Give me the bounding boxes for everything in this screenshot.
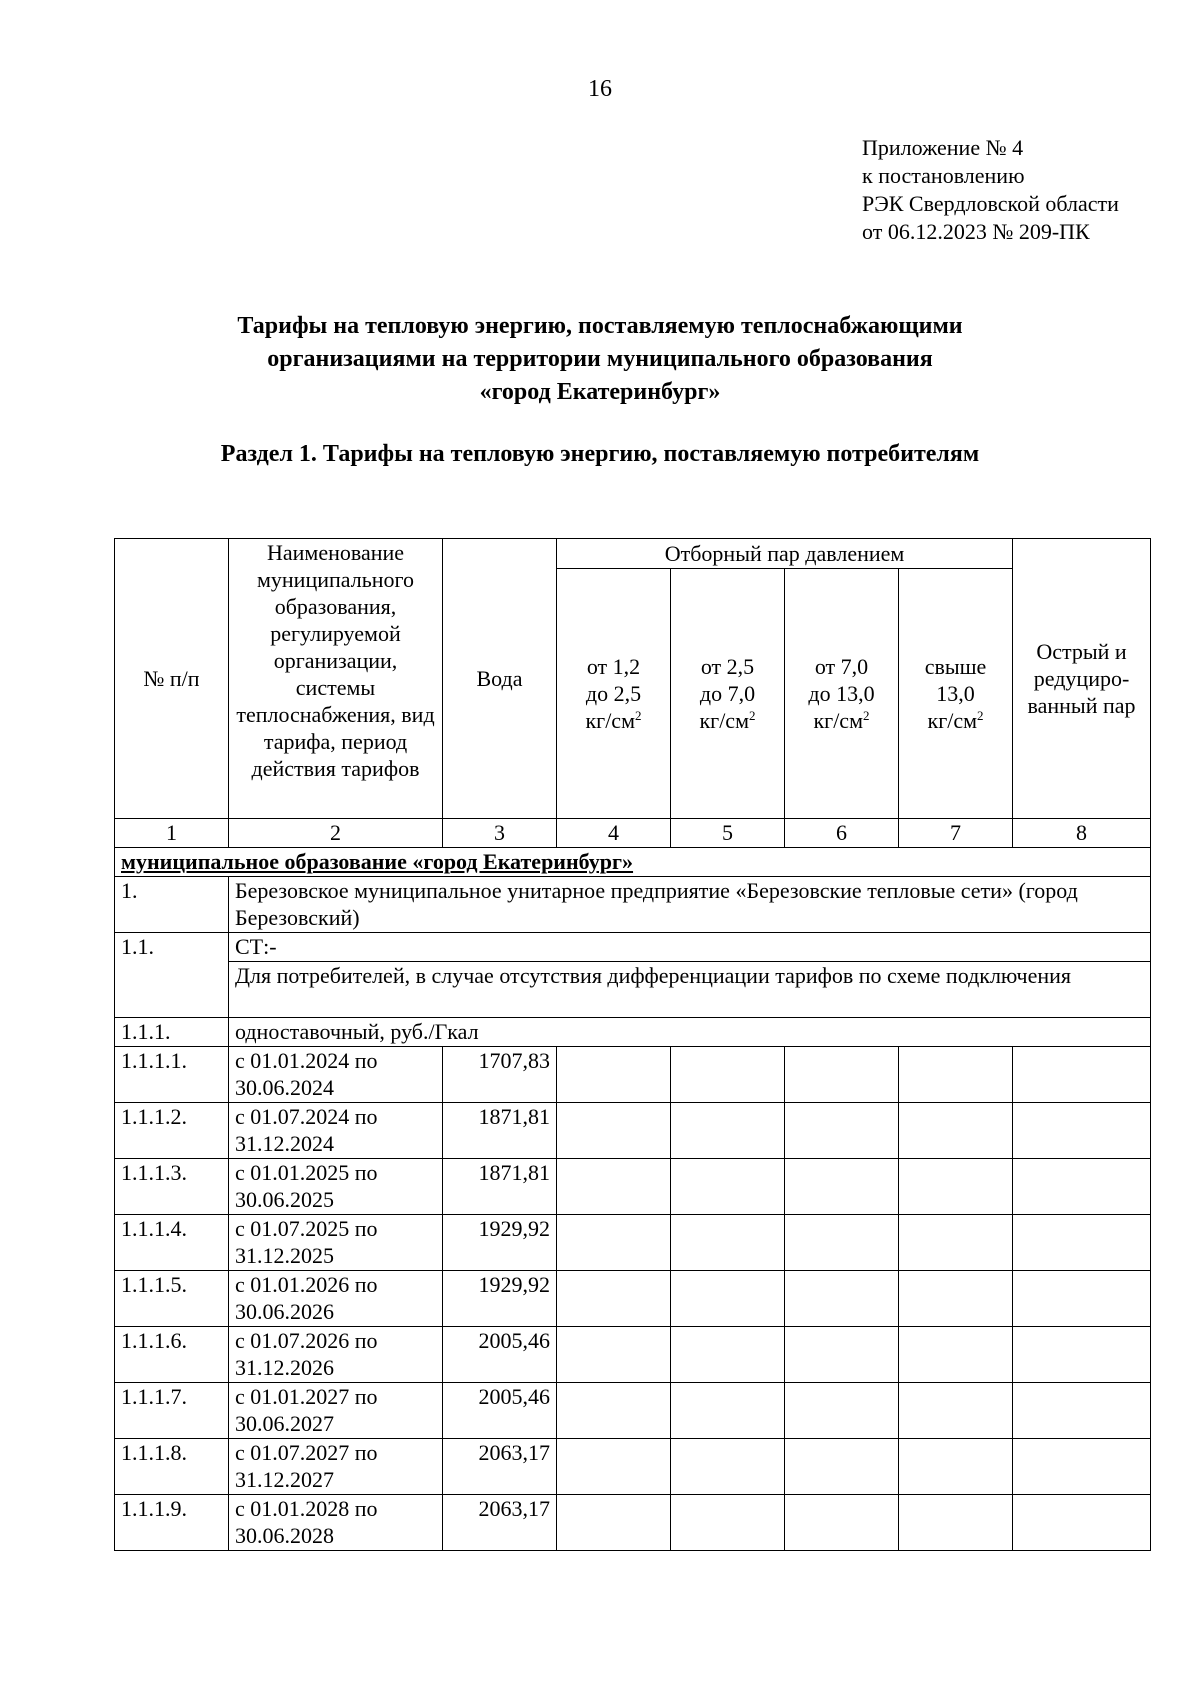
row-steam-2-5-7 xyxy=(671,1271,785,1327)
table-row xyxy=(115,1047,1151,1103)
row-steam-1-2-5 xyxy=(557,1327,671,1383)
row-steam-7-13 xyxy=(785,1159,899,1215)
header-line: до 2,5 xyxy=(585,681,642,706)
row-steam-7-13 xyxy=(785,1271,899,1327)
row-period: с 01.01.2027 по 30.06.2027 xyxy=(229,1383,443,1439)
row-sharp-steam xyxy=(1013,1159,1151,1215)
row-number: 1.1.1.9. xyxy=(115,1495,229,1551)
column-number: 7 xyxy=(899,819,1013,848)
header-unit: $кг/см^2$ xyxy=(927,708,984,733)
row-steam-over-13 xyxy=(899,1159,1013,1215)
header-unit: $кг/см^2$ xyxy=(813,708,870,733)
tariff-number: 1.1.1. xyxy=(115,1018,229,1047)
header-line: 13,0 xyxy=(936,681,975,706)
title-line: Тарифы на тепловую энергию, поставляемую теплоснабжающими xyxy=(237,313,963,339)
appendix-line: РЭК Свердловской области xyxy=(862,191,1119,216)
table-row xyxy=(115,1327,1151,1383)
row-sharp-steam xyxy=(1013,1215,1151,1271)
row-steam-7-13 xyxy=(785,1215,899,1271)
row-number: 1.1.1.3. xyxy=(115,1159,229,1215)
column-number-row xyxy=(115,819,1151,848)
unit-exponent: 2 xyxy=(749,708,756,723)
row-steam-7-13 xyxy=(785,1383,899,1439)
header-line: от 1,2 xyxy=(586,654,641,679)
row-steam-2-5-7 xyxy=(671,1495,785,1551)
municipality-row: муниципальное образование «город Екатеринбург» xyxy=(115,848,1151,877)
row-steam-2-5-7 xyxy=(671,1215,785,1271)
column-number: 4 xyxy=(557,819,671,848)
header-line: от 2,5 xyxy=(700,654,755,679)
table-row xyxy=(115,1215,1151,1271)
row-water-value: 1929,92 xyxy=(443,1215,557,1271)
table-row xyxy=(115,1439,1151,1495)
row-water-value: 2005,46 xyxy=(443,1383,557,1439)
row-steam-1-2-5 xyxy=(557,1215,671,1271)
column-number: 8 xyxy=(1013,819,1151,848)
row-period: с 01.01.2028 по 30.06.2028 xyxy=(229,1495,443,1551)
row-steam-2-5-7 xyxy=(671,1439,785,1495)
header-sharp-steam: Острый и редуциро-ванный пар xyxy=(1013,539,1151,819)
row-water-value: 2063,17 xyxy=(443,1495,557,1551)
row-period: с 01.07.2027 по 31.12.2027 xyxy=(229,1439,443,1495)
row-period: с 01.07.2025 по 31.12.2025 xyxy=(229,1215,443,1271)
row-water-value: 1929,92 xyxy=(443,1271,557,1327)
row-steam-1-2-5 xyxy=(557,1159,671,1215)
header-line: свыше xyxy=(924,654,987,679)
row-steam-over-13 xyxy=(899,1439,1013,1495)
row-period: с 01.01.2024 по 30.06.2024 xyxy=(229,1047,443,1103)
system-name: СТ:- xyxy=(229,933,1151,962)
unit-exponent: 2 xyxy=(863,708,870,723)
row-steam-1-2-5 xyxy=(557,1271,671,1327)
header-line: до 7,0 xyxy=(699,681,756,706)
tariff-table xyxy=(114,538,1151,1551)
title-line: «город Екатеринбург» xyxy=(479,379,721,405)
title-line: организациями на территории муниципального образования xyxy=(267,346,933,372)
row-period: с 01.07.2026 по 31.12.2026 xyxy=(229,1327,443,1383)
row-steam-2-5-7 xyxy=(671,1383,785,1439)
row-steam-over-13 xyxy=(899,1327,1013,1383)
table-row xyxy=(115,1495,1151,1551)
table-row xyxy=(115,1159,1151,1215)
row-steam-7-13 xyxy=(785,1439,899,1495)
row-steam-2-5-7 xyxy=(671,1047,785,1103)
table-row xyxy=(115,1271,1151,1327)
org-number: 1. xyxy=(115,877,229,933)
row-number: 1.1.1.7. xyxy=(115,1383,229,1439)
appendix-block xyxy=(862,134,1119,246)
row-sharp-steam xyxy=(1013,1439,1151,1495)
page-number: 16 xyxy=(588,76,612,102)
header-line: от 7,0 xyxy=(814,654,869,679)
consumer-note: Для потребителей, в случае отсутствия дифференциации тарифов по схеме подключения xyxy=(229,962,1151,1018)
row-water-value: 2005,46 xyxy=(443,1327,557,1383)
row-steam-7-13 xyxy=(785,1495,899,1551)
header-steam-7-13 xyxy=(785,569,899,819)
row-sharp-steam xyxy=(1013,1495,1151,1551)
row-water-value: 1871,81 xyxy=(443,1159,557,1215)
column-number: 3 xyxy=(443,819,557,848)
row-steam-1-2-5 xyxy=(557,1103,671,1159)
row-steam-over-13 xyxy=(899,1215,1013,1271)
unit-exponent: 2 xyxy=(635,708,642,723)
header-line: до 13,0 xyxy=(808,681,875,706)
tariff-type: одноставочный, руб./Гкал xyxy=(229,1018,1151,1047)
row-steam-over-13 xyxy=(899,1383,1013,1439)
table-row xyxy=(115,1383,1151,1439)
header-number: № п/п xyxy=(115,539,229,819)
row-steam-over-13 xyxy=(899,1047,1013,1103)
row-sharp-steam xyxy=(1013,1383,1151,1439)
header-steam-over-13 xyxy=(899,569,1013,819)
document-title xyxy=(0,310,1200,409)
row-water-value: 1871,81 xyxy=(443,1103,557,1159)
row-steam-over-13 xyxy=(899,1271,1013,1327)
unit-exponent: 2 xyxy=(977,708,984,723)
column-number: 5 xyxy=(671,819,785,848)
header-steam-group: Отборный пар давлением xyxy=(557,539,1013,569)
table-row xyxy=(115,1103,1151,1159)
appendix-line: от 06.12.2023 № 209-ПК xyxy=(862,219,1090,244)
column-number: 6 xyxy=(785,819,899,848)
header-name: Наименование муниципального образования, регулируемой организации, системы теплоснабжения, вид тарифа, период действия тарифов xyxy=(229,539,443,819)
header-unit: $кг/см^2$ xyxy=(699,708,756,733)
row-steam-2-5-7 xyxy=(671,1159,785,1215)
row-number: 1.1.1.8. xyxy=(115,1439,229,1495)
row-steam-1-2-5 xyxy=(557,1495,671,1551)
row-sharp-steam xyxy=(1013,1103,1151,1159)
row-steam-7-13 xyxy=(785,1103,899,1159)
header-unit: $кг/см^2$ xyxy=(585,708,642,733)
row-steam-2-5-7 xyxy=(671,1327,785,1383)
row-steam-over-13 xyxy=(899,1103,1013,1159)
column-number: 1 xyxy=(115,819,229,848)
section-title: Раздел 1. Тарифы на тепловую энергию, поставляемую потребителям xyxy=(220,441,980,467)
row-number: 1.1.1.5. xyxy=(115,1271,229,1327)
appendix-line: Приложение № 4 xyxy=(862,135,1024,160)
row-steam-7-13 xyxy=(785,1327,899,1383)
row-period: с 01.01.2026 по 30.06.2026 xyxy=(229,1271,443,1327)
row-number: 1.1.1.1. xyxy=(115,1047,229,1103)
header-water: Вода xyxy=(443,539,557,819)
row-number: 1.1.1.6. xyxy=(115,1327,229,1383)
row-period: с 01.01.2025 по 30.06.2025 xyxy=(229,1159,443,1215)
row-sharp-steam xyxy=(1013,1271,1151,1327)
row-steam-1-2-5 xyxy=(557,1439,671,1495)
system-number: 1.1. xyxy=(115,933,229,1018)
row-sharp-steam xyxy=(1013,1327,1151,1383)
row-period: с 01.07.2024 по 31.12.2024 xyxy=(229,1103,443,1159)
row-number: 1.1.1.2. xyxy=(115,1103,229,1159)
column-number: 2 xyxy=(229,819,443,848)
row-steam-1-2-5 xyxy=(557,1047,671,1103)
row-water-value: 1707,83 xyxy=(443,1047,557,1103)
row-steam-1-2-5 xyxy=(557,1383,671,1439)
header-steam-2-5-7 xyxy=(671,569,785,819)
row-sharp-steam xyxy=(1013,1047,1151,1103)
row-steam-over-13 xyxy=(899,1495,1013,1551)
appendix-line: к постановлению xyxy=(862,163,1025,188)
header-steam-1-2-5 xyxy=(557,569,671,819)
row-steam-7-13 xyxy=(785,1047,899,1103)
org-name: Березовское муниципальное унитарное предприятие «Березовские тепловые сети» (город Березовский) xyxy=(229,877,1151,933)
row-number: 1.1.1.4. xyxy=(115,1215,229,1271)
row-steam-2-5-7 xyxy=(671,1103,785,1159)
row-water-value: 2063,17 xyxy=(443,1439,557,1495)
